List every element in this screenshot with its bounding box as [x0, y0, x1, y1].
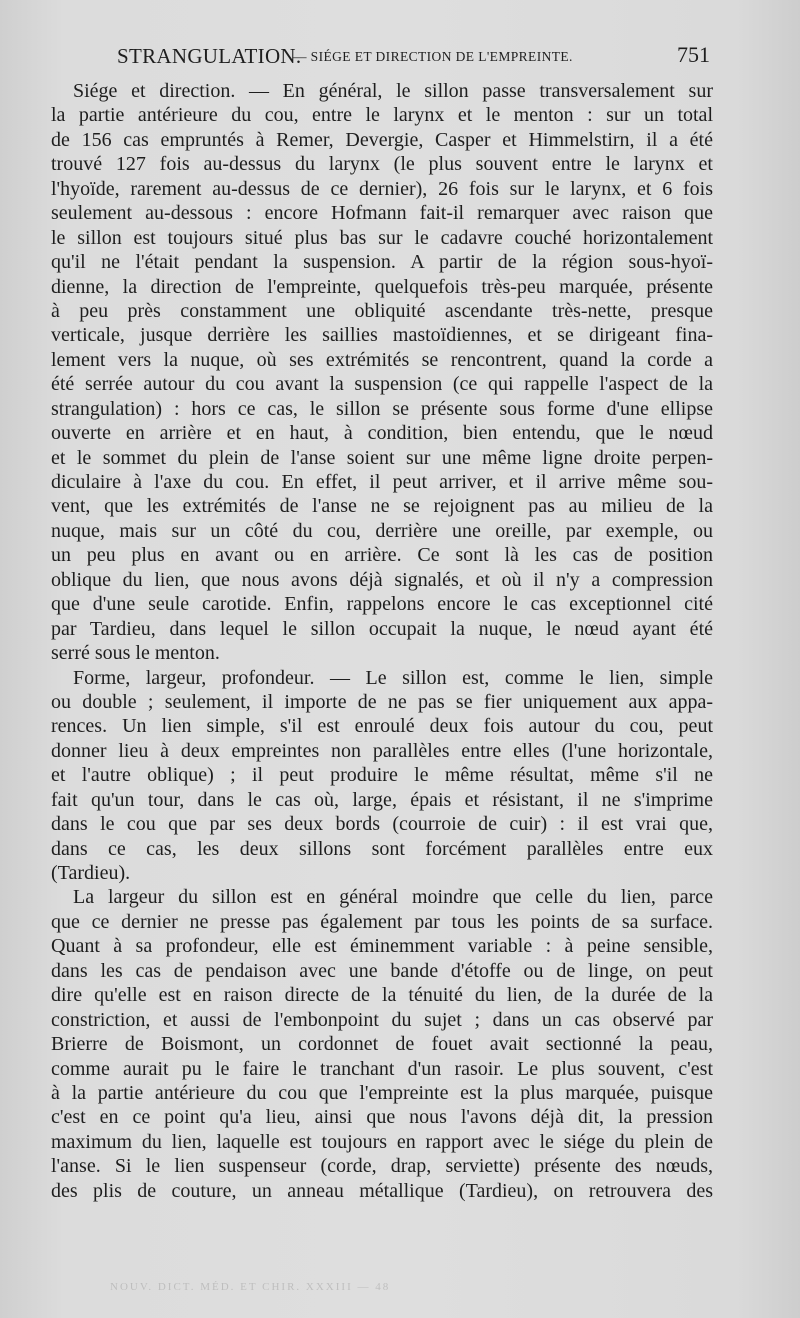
text-line: (Tardieu). — [51, 862, 131, 884]
text-line: par Tardieu, dans lequel le sillon occupait la nuque, le nœud ayant été — [51, 617, 713, 640]
text-line: à peu près constamment une obliquité ascendante très-nette, presque — [51, 299, 713, 322]
bleed-through-footer: NOUV. DICT. MÉD. ET CHIR. XXXIII — 48 — [110, 1281, 391, 1293]
text-line: un peu plus en avant ou en arrière. Ce sont là les cas de position — [51, 544, 713, 567]
text-line: lement vers la nuque, où ses extrémités se rencontrent, quand la corde a — [51, 348, 713, 371]
text-line: Quant à sa profondeur, elle est éminemment variable : à peine sensible, — [51, 935, 713, 958]
text-line: à la partie antérieure du cou que l'empreinte est la plus marquée, puisque — [51, 1081, 713, 1104]
body-text — [51, 79, 713, 1203]
text-line: La largeur du sillon est en général moindre que celle du lien, parce — [73, 886, 713, 909]
running-head — [0, 42, 800, 72]
text-line: maximum du lien, laquelle est toujours en rapport avec le siége du plein de — [51, 1130, 713, 1153]
text-line: que ce dernier ne presse pas également par tous les points de sa surface. — [51, 910, 713, 933]
text-line: oblique du lien, que nous avons déjà signalés, et où il n'y a compression — [51, 568, 713, 591]
text-line: ouverte en arrière et en haut, à condition, bien entendu, que le nœud — [51, 422, 713, 445]
text-line: le sillon est toujours situé plus bas sur le cadavre couché horizontalement — [51, 226, 713, 249]
text-line: l'hyoïde, rarement au-dessus de ce dernier), 26 fois sur le larynx, et 6 fois — [51, 177, 713, 200]
running-head-title: STRANGULATION. — [117, 44, 302, 68]
text-line: verticale, jusque derrière les saillies mastoïdiennes, et se dirigeant fina- — [51, 324, 713, 347]
text-line: ou double ; seulement, il importe de ne pas se fier uniquement aux appa- — [51, 690, 713, 713]
text-line: Brierre de Boismont, un cordonnet de fouet avait sectionné la peau, — [51, 1033, 713, 1056]
page-number: 751 — [677, 42, 710, 67]
text-line: que d'une seule carotide. Enfin, rappelons encore le cas exceptionnel cité — [51, 593, 713, 616]
text-line: trouvé 127 fois au-dessus du larynx (le plus souvent entre le larynx et — [51, 153, 713, 176]
text-line: c'est en ce point qu'a lieu, ainsi que nous l'avons déjà dit, la pression — [51, 1106, 713, 1129]
text-line: dans ce cas, les deux sillons sont forcément parallèles entre eux — [51, 837, 713, 860]
text-line: l'anse. Si le lien suspenseur (corde, drap, serviette) présente des nœuds, — [51, 1155, 713, 1178]
text-line: strangulation) : hors ce cas, le sillon se présente sous forme d'une ellipse — [51, 397, 713, 420]
text-line: fait qu'un tour, dans le cas où, large, épais et résistant, il ne s'imprime — [51, 788, 713, 811]
text-line: et l'autre oblique) ; il peut produire le même résultat, même s'il ne — [51, 764, 713, 787]
text-line: diculaire à l'axe du cou. En effet, il peut arriver, et il arrive même sou- — [51, 471, 713, 493]
text-line: la partie antérieure du cou, entre le larynx et le menton : sur un total — [51, 104, 713, 127]
text-line: dire qu'elle est en raison directe de la ténuité du lien, de la durée de la — [51, 984, 713, 1007]
text-line: dans le cou que par ses deux bords (courroie de cuir) : il est vrai que, — [51, 813, 713, 836]
text-line: serré sous le menton. — [51, 642, 220, 665]
text-line: qu'il ne l'était pendant la suspension. A partir de la région sous-hyoï- — [51, 251, 713, 274]
text-line: donner lieu à deux empreintes non parallèles entre elles (l'une horizontale, — [51, 739, 713, 762]
running-head-subtitle: — SIÉGE ET DIRECTION DE L'EMPREINTE. — [293, 49, 573, 64]
text-line: constriction, et aussi de l'embonpoint du sujet ; dans un cas observé par — [51, 1008, 713, 1031]
text-line: rences. Un lien simple, s'il est enroulé deux fois autour du cou, peut — [51, 715, 713, 738]
text-line: de 156 cas empruntés à Remer, Devergie, Casper et Himmelstirn, il a été — [51, 128, 713, 151]
text-line: dienne, la direction de l'empreinte, quelquefois très-peu marquée, présente — [51, 275, 713, 298]
text-line: Siége et direction. — En général, le sillon passe transversalement sur — [73, 80, 713, 102]
text-line: été serrée autour du cou avant la suspension (ce qui rappelle l'aspect de la — [51, 373, 713, 396]
text-line: des plis de couture, un anneau métallique (Tardieu), on retrouvera des — [51, 1179, 713, 1202]
text-line: comme aurait pu le faire le tranchant d'un rasoir. Le plus souvent, c'est — [51, 1057, 713, 1080]
text-line: nuque, mais sur un côté du cou, derrière une oreille, par exemple, ou — [51, 519, 713, 542]
text-line: vent, que les extrémités de l'anse ne se rejoignent pas au milieu de la — [51, 495, 713, 518]
text-line: seulement au-dessous : encore Hofmann fait-il remarquer avec raison que — [51, 202, 713, 225]
text-line: dans les cas de pendaison avec une bande d'étoffe ou de linge, on peut — [51, 959, 713, 982]
text-line: et le sommet du plein de l'anse soient sur une même ligne droite perpen- — [51, 446, 713, 469]
text-line: Forme, largeur, profondeur. — Le sillon est, comme le lien, simple — [73, 666, 713, 689]
